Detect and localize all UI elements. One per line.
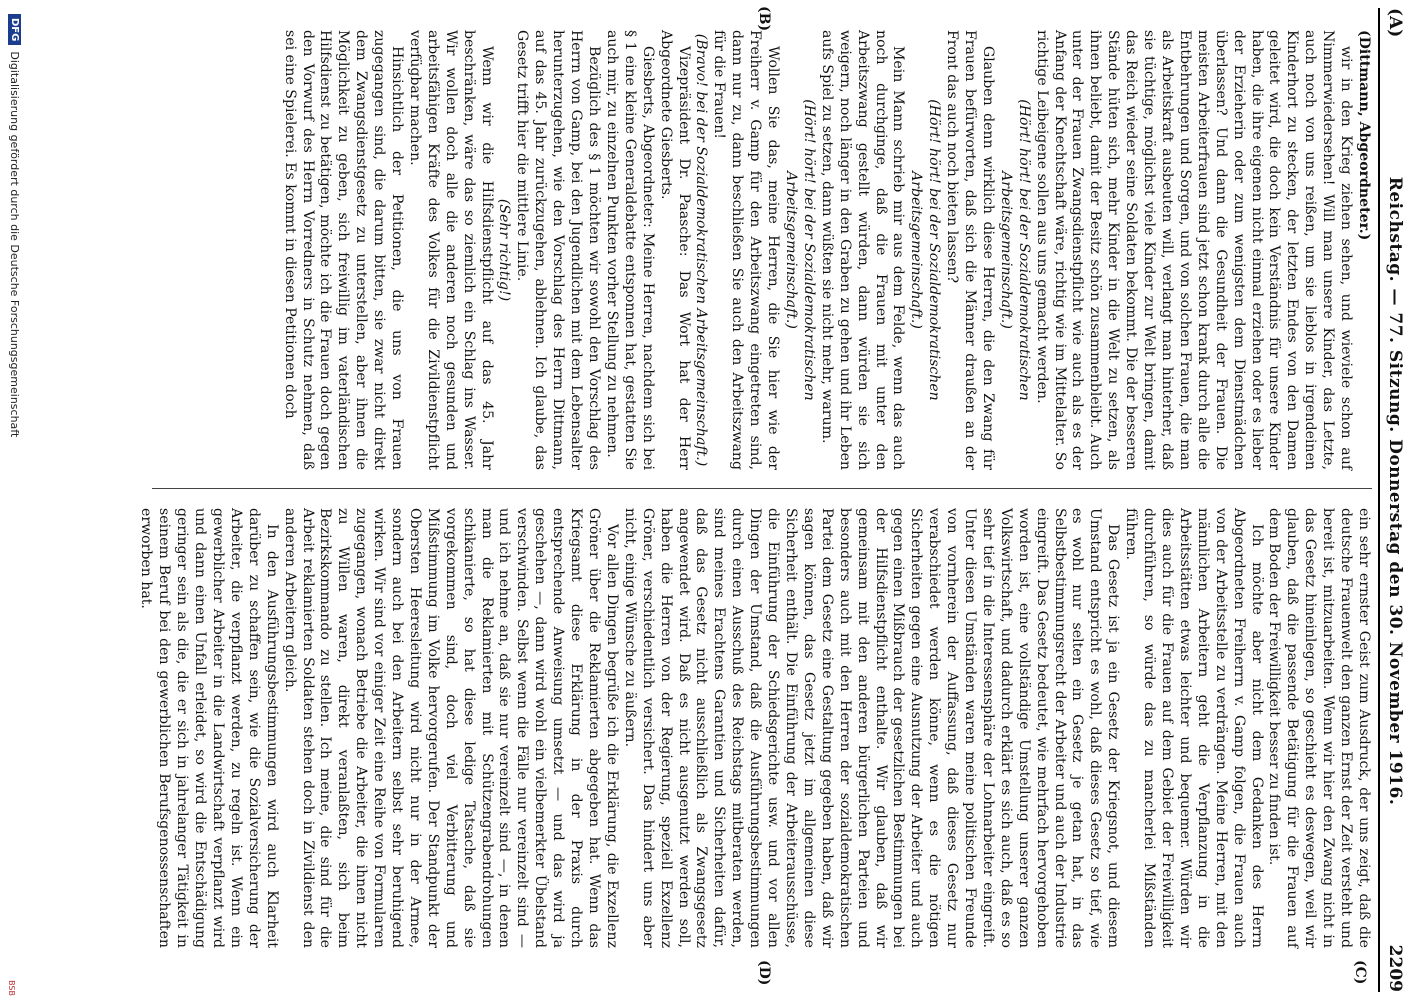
paragraph: ein sehr ernster Geist zum Ausdruck, der uns zeigt, daß die deutsche Frauenwelt den ganzen Ernst der Zeit versteht und bereit ist, mitzuarbeiten. Wenn wir hier den Zwang nicht in das Gesetz hineinlegen, so geschieht es deswegen, weil wir glauben, daß die passende Betätigung für die Frauen auf dem Boden der Freiwilligkeit besser zu finden ist. <box>1266 508 1372 948</box>
margin-marker-b: (B) <box>756 6 772 32</box>
paragraph: Bezüglich des § 1 möchten wir sowohl den Vorschlag des Herrn von Gamp, bei den Jugendlichen mit dem Lebensalter herunterzugehen, wie den Vorschlag des Herrn Dittmann, auf das 45. Jahr zurückzugehen, ablehnen. Ich glaube, das Gesetz trifft hier die mittlere Linie. <box>514 30 603 470</box>
right-column <box>138 508 1372 948</box>
paragraph: Giesberts, Abgeordneter: Meine Herren, nachdem sich bei § 1 eine kleine Generaldebatte entsponnen hat, gestatten Sie auch mir, zu einzelnen Punkten vorher Stellung zu nehmen. <box>603 30 656 470</box>
footer-text: Digitalisierung gefördert durch die Deutsche Forschungsgemeinschaft <box>8 51 22 438</box>
paragraph: Vizepräsident Dr. Paasche: Das Wort hat der Herr Abgeordnete Giesberts. <box>657 30 692 470</box>
paragraph: wir in den Krieg ziehen sehen, und wieviele schon auf Nimmerwiedersehen! Will man unsere Kinder, das Letzte, auch noch von uns reißen, um sie lieblos in irgendeinen Kinderhort zu stecken, der letzten Endes von den Damen geleitet wird, die doch kein Verständnis für unsere Kinder haben, die ihre eigenen nicht einmal erziehen oder es lieber der Erzieherin oder zum wenigsten dem Dienstmädchen überlassen? Und dann die Gesundheit der Frauen. Die meisten Arbeiterfrauen sind jetzt schon krank durch alle die Entbehrungen und Sorgen, und von solchen Frauen, die man als Arbeitskraft ausbeuten will, verlangt man hinterher, daß sie tüchtige, möglichst viele Kinder zur Welt bringen, damit das Reich wieder seine Soldaten bekommt. Die der besseren Stände hüten sich, mehr Kinder in die Welt zu setzen, als ihnen beliebt, damit der Besitz schön zusammenbleibt. Auch unter der Frauen Zwangsdienstpflicht wie auch als es der Anfang der Knechtschaft wäre, richtig wie im Mittelalter. So richtige Leibeigene sollen aus uns gemacht werden. <box>1033 30 1355 470</box>
stage-direction: (Hört! hört! bei der Sozialdemokratischen Arbeitsgemeinschaft.) <box>908 99 943 401</box>
column-divider <box>152 488 1372 489</box>
speaker-label: (Dittmann, Abgeordneter.) <box>1356 30 1372 241</box>
paragraph: Hinsichtlich der Petitionen, die uns von Frauen zugegangen sind, die darum bitten, sie zwar nicht direkt dem Zwangsdienstgesetz zu unterstellen, aber ihnen die Möglichkeit zu geben, sich freiwillig im vaterländischen Hilfsdienst zu betätigen, möchte ich die Frauen doch gegen den Vorwurf des Herrn Vorredners in Schutz nehmen, daß sei eine Spielerei. Es kommt in diesen Petitionen doch <box>281 30 406 470</box>
margin-marker-d: (D) <box>756 960 772 986</box>
paragraph: Das Gesetz ist ja ein Gesetz der Kriegsnot, und diesem Umstand entspricht es wohl, daß dieses Gesetz so tief, wie es wohl nur selten ein Gesetz je getan hat, in das Selbstbestimmungsrecht der Arbeiter und auch der Industrie eingreift. Das Gesetz bedeutet, wie mehrfach hervorgehoben worden ist, eine vollständige Umstellung unserer ganzen Volkswirtschaft, und dadurch erklärt es sich auch, daß es so sehr tief in die Interessensphäre der Lohnarbeiter eingreift. Unter diesen Umständen waren meine politischen Freunde von vornherein der Auffassung, daß dieses Gesetz nur verabschiedet werden könne, wenn es die nötigen Sicherheiten gegen eine Ausnutzung der Arbeiter und auch gegen einen Mißbrauch der gesetzlichen Bestimmungen bei der Hilfsdienstpflicht enthalte. Wir glauben, daß wir gemeinsam mit den anderen bürgerlichen Parteien und besonders auch mit den Herren der sozialdemokratischen Partei dem Gesetz eine Gestaltung gegeben haben, daß wir sagen können, das Gesetz jetzt im allgemeinen diese Sicherheit enthält. Die Einführung der Arbeiterausschüsse, die Einführung der Schiedsgerichte usw. und vor allen Dingen der Umstand, daß die Ausführungsbestimmungen durch einen Ausschuß des Reichstags mitberaten werden, sind meines Erachtens Garantien und Sicherheiten dafür, daß das Gesetz nicht ausschließlich als Zwangsgesetz angewendet wird. Daß es nicht ausgenutzt werden soll, haben die Herren von der Regierung, speziell Exzellenz Gröner, verschiedentlich versichert. Das hindert uns aber nicht, einige Wünsche zu äußern. <box>621 508 1122 948</box>
dfg-logo: DFG <box>9 14 22 45</box>
paragraph: Glauben denn wirklich diese Herren, die den Zwang für Frauen befürworten, daß sich die Männer draußen an der Front das auch noch bieten lassen? <box>944 30 996 470</box>
bsb-mark: BSB <box>7 980 16 996</box>
stage-direction: (Sehr richtig!) <box>496 198 513 302</box>
left-column <box>152 30 1372 470</box>
margin-marker-a: (A) <box>1385 8 1405 38</box>
paragraph: In den Ausführungsbestimmungen wird auch Klarheit darüber zu schaffen sein, wie die Sozialversicherung der Arbeiter, die verpflanzt werden, zu regeln ist. Wenn ein gewerblicher Arbeiter in die Landwirtschaft verpflanzt wird und dann einen Unfall erleidet, so wird die Entschädigung geringer sein als die, die er sich in jahrelanger Tätigkeit in seinem Beruf bei den gewerblichen Berufsgenossenschaften erworben hat. <box>138 508 280 948</box>
stage-direction: (Bravo! bei der Sozialdemokratischen Arbeitsgemeinschaft.) <box>693 33 710 467</box>
paragraph: Vor allen Dingen begrüße ich die Erklärung, die Exzellenz Gröner über die Reklamierten abgegeben hat. Wenn das Kriegsamt diese Erklärung in der Praxis durch entsprechende Anweisung umsetzt — und das wird ja geschehen —, dann wird wohl ein vielbemerkter Übelstand verschwinden. Selbst wenn die Fälle nur vereinzelt sind — und ich nehme an, daß sie nur vereinzelt sind —, in denen man die Reklamierten mit Schützengrabendrohungen schikanierte, so hat diese ledige Tatsache, daß sie vorgekommen sind, doch viel Verbitterung und Mißstimmung im Volke hervorgerufen. Der Standpunkt der Obersten Heeresleitung wird nicht nur in der Armee, sondern auch bei den Arbeitern selbst sehr beruhigend wirken. Wir sind vor einiger Zeit eine Reihe von Formularen zugegangen, wonach Betriebe die Arbeiter, die ihnen nicht zu Willen waren, direkt veranlaßten, sich beim Bezirkskommando zu stellen. Ich meine, die sind für die Arbeit reklamierten Soldaten stehen doch in Zivildienst den anderen Arbeitern gleich. <box>281 508 620 948</box>
paragraph: Wollen Sie das, meine Herren, die Sie hier wie der Freiherr v. Gamp für den Arbeitszwang eingetreten sind, dann nur zu, dann beschließen Sie auch den Arbeitszwang für die Frauen! <box>711 30 782 470</box>
paragraph: Ich möchte aber nicht dem Gedanken des Herrn Abgeordneten Freiherrn v. Gamp folgen, die Frauen auch von der Arbeitsstelle zu verdrängen. Meine Herren, mit den männlichen Arbeitern geht die Verpflanzung in die Arbeitsstätten etwas leichter und bequemer. Würden wir dies auch für die Frauen auf dem Gebiet der Freiwilligkeit durchführen, so würde das zu mancherlei Mißständen führen. <box>1123 508 1265 948</box>
paragraph: Mein Mann schrieb mir aus dem Felde, wenn das auch noch durchginge, daß die Frauen mit unter den Arbeitszwang gestellt würden, dann würden sie sich weigern, noch länger in den Graben zu gehen und ihr Leben aufs Spiel zu setzen, dann wüßten sie nicht mehr, warum. <box>818 30 907 470</box>
stage-direction: (Hört! hört! bei der Sozialdemokratischen Arbeitsgemeinschaft.) <box>783 99 817 401</box>
margin-marker-c: (C) <box>1352 960 1368 985</box>
digitization-footer <box>2 0 28 1000</box>
stage-direction: (Hört! hört! bei der Sozialdemokratischen Arbeitsgemeinschaft.) <box>997 99 1032 401</box>
paragraph: Wenn wir die Hilfsdienstpflicht auf das 45. Jahr beschränken, wäre das so ziemlich ein Schlag ins Wasser. Wir wollen doch alle die anderen noch gesunden und arbeitsfähigen Kräfte des Volkes für die Zivildienstpflicht verfügbar machen. <box>406 30 495 470</box>
page-title: Reichstag. — 77. Sitzung. Donnerstag den 30. November 1916. <box>1385 176 1405 806</box>
page-header <box>1378 8 1410 992</box>
page-number: 2209 <box>1385 944 1405 992</box>
